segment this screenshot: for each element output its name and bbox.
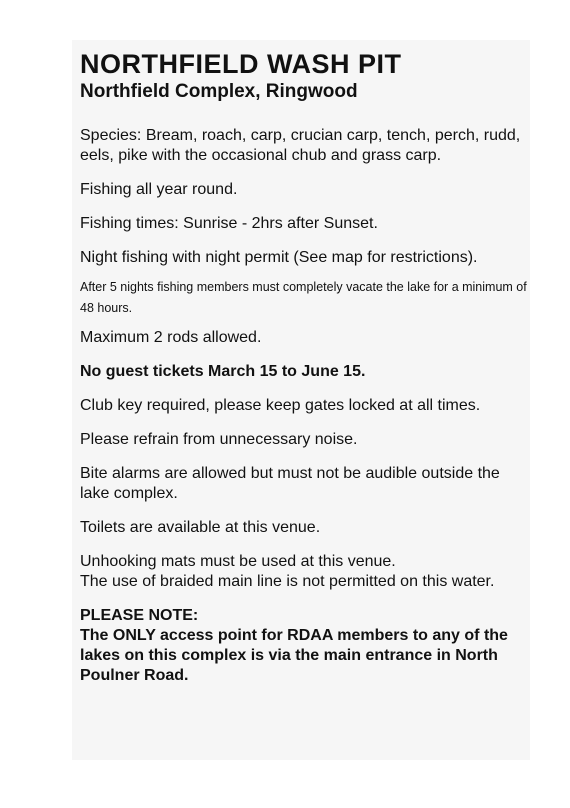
page-subtitle: Northfield Complex, Ringwood bbox=[80, 81, 358, 102]
species-paragraph: Species: Bream, roach, carp, crucian carp, tench, perch, rudd, eels, pike with the occasional chub and grass carp. bbox=[80, 127, 521, 164]
unhooking-mats-paragraph: Unhooking mats must be used at this venue. bbox=[80, 553, 396, 570]
page-title: NORTHFIELD WASH PIT bbox=[80, 49, 402, 79]
braided-line-paragraph: The use of braided main line is not permitted on this water. bbox=[80, 573, 495, 590]
bite-alarms-paragraph: Bite alarms are allowed but must not be audible outside the lake complex. bbox=[80, 465, 500, 502]
club-key-paragraph: Club key required, please keep gates locked at all times. bbox=[80, 397, 481, 414]
vacate-rule-paragraph: After 5 nights fishing members must completely vacate the lake for a minimum of 48 hours. bbox=[80, 280, 527, 315]
night-fishing-paragraph: Night fishing with night permit (See map for restrictions). bbox=[80, 249, 478, 266]
toilets-paragraph: Toilets are available at this venue. bbox=[80, 519, 321, 536]
document-content bbox=[80, 48, 528, 686]
rods-paragraph: Maximum 2 rods allowed. bbox=[80, 329, 262, 346]
season-paragraph: Fishing all year round. bbox=[80, 181, 238, 198]
noise-paragraph: Please refrain from unnecessary noise. bbox=[80, 431, 358, 448]
guest-tickets-paragraph: No guest tickets March 15 to June 15. bbox=[80, 363, 366, 380]
fishing-times-paragraph: Fishing times: Sunrise - 2hrs after Sunset. bbox=[80, 215, 378, 232]
access-point-paragraph: The ONLY access point for RDAA members to any of the lakes on this complex is via the main entrance in North Poulner Road. bbox=[80, 627, 508, 684]
please-note-heading: PLEASE NOTE: bbox=[80, 607, 199, 624]
